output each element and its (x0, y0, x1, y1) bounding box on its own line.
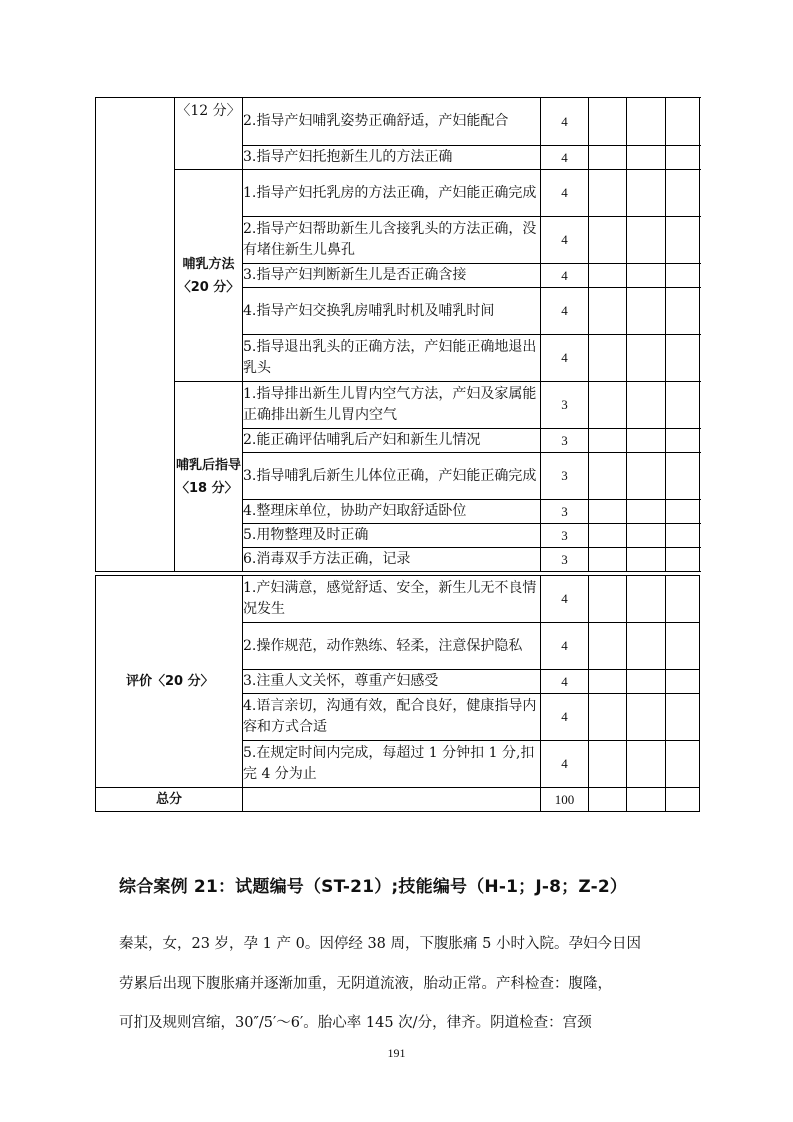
total-label-text: 总分 (155, 792, 182, 807)
item-text: 2.操作规范，动作熟练、轻柔，注意保护隐私 (243, 623, 541, 670)
item-points: 4 (541, 217, 589, 264)
table-row (96, 382, 700, 429)
evaluation-table (95, 575, 700, 812)
item-text: 5.在规定时间内完成，每超过 1 分钟扣 1 分,扣完 4 分为止 (243, 741, 541, 788)
item-text: 5.指导退出乳头的正确方法，产妇能正确地退出乳头 (243, 335, 541, 382)
item-points: 3 (541, 429, 589, 453)
total-label (96, 788, 243, 812)
score-cell (666, 98, 700, 146)
item-text: 1.指导产妇托乳房的方法正确，产妇能正确完成 (243, 170, 541, 217)
section-label (175, 382, 243, 572)
item-text: 5.用物整理及时正确 (243, 524, 541, 548)
item-text: 4.指导产妇交换乳房哺乳时机及哺乳时间 (243, 288, 541, 335)
item-text: 3.注重人文关怀，尊重产妇感受 (243, 670, 541, 694)
item-points: 4 (541, 670, 589, 694)
section-label (96, 576, 243, 788)
item-text: 1.产妇满意，感觉舒适、安全，新生儿无不良情况发生 (243, 576, 541, 623)
item-points: 4 (541, 335, 589, 382)
item-text: 2.能正确评估哺乳后产妇和新生儿情况 (243, 429, 541, 453)
item-points: 4 (541, 623, 589, 670)
item-text: 4.语言亲切，沟通有效，配合良好，健康指导内容和方式合适 (243, 694, 541, 741)
item-text: 1.指导排出新生儿胃内空气方法，产妇及家属能正确排出新生儿胃内空气 (243, 382, 541, 429)
total-points: 100 (541, 788, 589, 812)
item-text: 4.整理床单位，协助产妇取舒适卧位 (243, 500, 541, 524)
paragraph-line: 劳累后出现下腹胀痛并逐渐加重，无阴道流液，胎动正常。产科检查：腹隆， (119, 976, 612, 992)
item-points: 4 (541, 694, 589, 741)
item-points: 4 (541, 98, 589, 146)
item-points: 4 (541, 264, 589, 288)
total-blank (243, 788, 541, 812)
item-points: 3 (541, 500, 589, 524)
item-text: 2.指导产妇哺乳姿势正确舒适，产妇能配合 (243, 98, 541, 146)
outer-category-cell (96, 98, 175, 572)
paragraph-line: 可扪及规则宫缩，30″/5′～6′。胎心率 145 次/分，律齐。阴道检查：宫颈 (119, 1015, 592, 1031)
paragraph-line: 秦某，女，23 岁，孕 1 产 0。因停经 38 周，下腹胀痛 5 小时入院。孕妇今日因 (119, 936, 641, 952)
item-text: 3.指导产妇托抱新生儿的方法正确 (243, 146, 541, 170)
item-text: 6.消毒双手方法正确，记录 (243, 548, 541, 572)
section-label-text: 评价〈20 分〉 (126, 674, 214, 689)
section-label-text: 哺乳后指导〈18 分〉 (176, 457, 242, 496)
table-row (96, 98, 700, 146)
table-row (96, 576, 700, 623)
total-row (96, 788, 700, 812)
item-points: 3 (541, 548, 589, 572)
item-points: 4 (541, 170, 589, 217)
section-label (175, 170, 243, 382)
item-text: 3.指导哺乳后新生儿体位正确，产妇能正确完成 (243, 453, 541, 500)
item-points: 4 (541, 576, 589, 623)
section-label: 〈12 分〉 (175, 98, 243, 170)
score-cell (627, 98, 666, 146)
case-title: 综合案例 21：试题编号（ST-21）;技能编号（H-1；J-8；Z-2） (119, 877, 628, 897)
section-label-text: 哺乳方法〈20 分〉 (177, 256, 240, 295)
score-cell (589, 98, 627, 146)
item-text: 2.指导产妇帮助新生儿含接乳头的方法正确，没有堵住新生儿鼻孔 (243, 217, 541, 264)
item-text: 3.指导产妇判断新生儿是否正确含接 (243, 264, 541, 288)
item-points: 3 (541, 382, 589, 429)
scoring-table (95, 97, 700, 572)
item-points: 4 (541, 146, 589, 170)
page-number: 191 (387, 1046, 406, 1060)
table-row (96, 170, 700, 217)
item-points: 3 (541, 453, 589, 500)
item-points: 3 (541, 524, 589, 548)
item-points: 4 (541, 741, 589, 788)
item-points: 4 (541, 288, 589, 335)
